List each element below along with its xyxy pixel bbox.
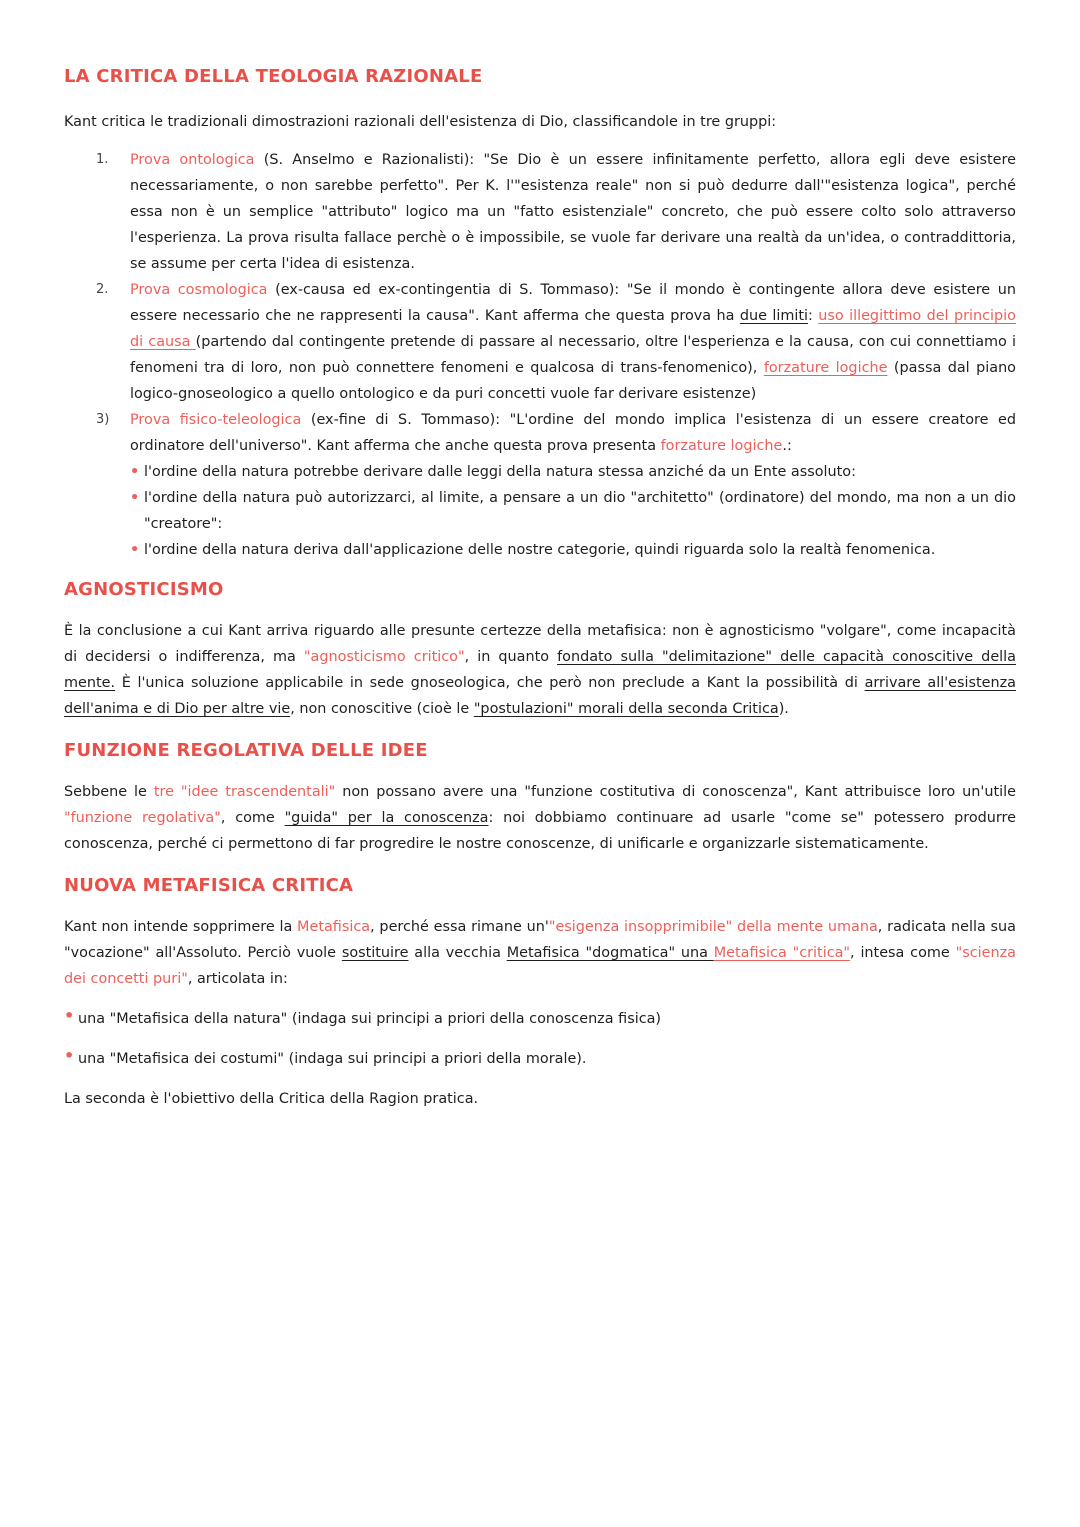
proof-ontological: [64, 147, 1016, 277]
proof-name: Prova fisico-teleologica: [130, 412, 302, 428]
document-page: [64, 66, 1016, 1112]
underlined-text: sostituire: [341, 945, 409, 961]
underlined-text: arrivare all'esistenza dell'anima e di Dio per altre vie: [64, 675, 1017, 717]
proofs-list: [64, 147, 1016, 563]
proof-text: (S. Anselmo e Razionalisti): "Se Dio è un essere infinitamente perfetto, allora egli deve esistere necessariamente, o non sarebbe perfetto". Per K. l'"esistenza reale" non si può dedurre dall'"esistenza logica", perché essa non è un semplice "attributo" logico ma un "fatto esistenziale" concreto, che può essere colto solo attraverso l'esperienza. La prova risulta fallace perchè o è impossibile, se vuole far derivare una realtà da un'idea, o contraddittoria, se assume per certa l'idea di esistenza.: [130, 152, 1016, 272]
highlight-text: tre "idee trascendentali": [153, 784, 336, 800]
proof-cosmological: [64, 277, 1016, 407]
bullet-dot-icon: •: [130, 464, 140, 480]
highlight-text: Metafisica: [297, 919, 371, 935]
metafisica-bullet: • una "Metafisica dei costumi" (indaga sui principi a priori della morale).: [64, 1046, 587, 1067]
sub-point: • l'ordine della natura potrebbe derivare dalle leggi della natura stessa anziché da un Ente assoluto:: [130, 459, 1016, 485]
list-number: 1.: [96, 152, 109, 167]
highlight-link: forzature logiche: [763, 360, 888, 376]
underlined-text: due limiti: [739, 308, 809, 324]
intro-paragraph: Kant critica le tradizionali dimostrazioni razionali dell'esistenza di Dio, classificandole in tre gruppi:: [64, 114, 777, 130]
funzione-paragraph: Sebbene le tre "idee trascendentali" non possano avere una "funzione costitutiva di conoscenza", Kant attribuisce loro un'utile "funzione regolativa", come "guida" per la conoscenza: noi dobbiamo continuare ad usarle "come se" potessero produrre conoscenza, perché ci permettono di far progredire le nostre conoscenze, di unificarle e organizzarle sistematicamente.: [64, 784, 1017, 852]
proof-text: :: [808, 308, 819, 324]
agnosticismo-paragraph: È la conclusione a cui Kant arriva riguardo alle presunte certezze della metafisica: non è agnosticismo "volgare", come incapacità di decidersi o indifferenza, ma "agnosticismo critico", in quanto fondato sulla "delimitazione" delle capacità conoscitive della mente. È l'unica soluzione applicabile in sede gnoseologica, che però non preclude a Kant la possibilità di arrivare all'esistenza dell'anima e di Dio per altre vie, non conoscitive (cioè le "postulazioni" morali della seconda Critica).: [64, 623, 1017, 717]
section-title-nuova-metafisica: NUOVA METAFISICA CRITICA: [64, 875, 354, 896]
list-number: 2.: [96, 282, 109, 297]
underlined-text: fondato sulla "delimitazione" delle capacità conoscitive della mente.: [64, 649, 1016, 691]
bullet-dot-icon: •: [130, 542, 140, 558]
highlight-text: "agnosticismo critico": [303, 649, 465, 665]
bullet-dot-icon: •: [64, 1046, 75, 1065]
list-number: 3): [96, 412, 110, 427]
proof-text: (passa dal piano logico-gnoseologico a quello ontologico e da puri concetti vuole far derivare esistenze): [130, 360, 1016, 402]
highlight-text: "scienza dei concetti puri": [64, 945, 1016, 987]
proof-text: (ex-causa ed ex-contingentia di S. Tommaso): "Se il mondo è contingente allora deve esistere un essere necessario che ne rappresenti la causa". Kant afferma che questa prova ha: [130, 282, 1016, 324]
sub-point: • l'ordine della natura deriva dall'applicazione delle nostre categorie, quindi riguarda solo la realtà fenomenica.: [130, 537, 1016, 563]
proof-text: (ex-fine di S. Tommaso): "L'ordine del mondo implica l'esistenza di un essere creatore ed ordinatore dell'universo". Kant afferma che anche questa prova presenta: [130, 412, 1016, 454]
highlight-link: uso illegittimo del principio di causa: [130, 308, 1016, 350]
highlight-text: forzature logiche: [660, 438, 783, 454]
proof-name: Prova cosmologica: [130, 282, 268, 298]
section-title-critica-teologia: LA CRITICA DELLA TEOLOGIA RAZIONALE: [64, 66, 483, 87]
proof-text: .:: [782, 438, 792, 454]
sub-point: • l'ordine della natura può autorizzarci, al limite, a pensare a un dio "architetto" (ordinatore) del mondo, ma non a un dio "creatore":: [130, 485, 1016, 537]
proof-teleological: [64, 407, 1016, 563]
underlined-text: "postulazioni" morali della seconda Critica: [473, 701, 779, 717]
metafisica-paragraph: Kant non intende sopprimere la Metafisica, perché essa rimane un'"esigenza insopprimibile" della mente umana, radicata nella sua "vocazione" all'Assoluto. Perciò vuole sostituire alla vecchia Metafisica "dogmatica" una Metafisica "critica", intesa come "scienza dei concetti puri", articolata in:: [64, 919, 1016, 987]
highlight-link: Metafisica "critica": [713, 945, 851, 961]
highlight-text: "funzione regolativa": [64, 810, 221, 826]
metafisica-bullet: • una "Metafisica della natura" (indaga sui principi a priori della conoscenza fisica): [64, 1006, 662, 1027]
underlined-text: Metafisica "dogmatica" una: [506, 945, 714, 961]
section-title-funzione-regolativa: FUNZIONE REGOLATIVA DELLE IDEE: [64, 740, 428, 761]
proof-text: (partendo dal contingente pretende di passare al necessario, oltre l'esperienza e la causa, con cui connettiamo i fenomeni tra di loro, non può connettere fenomeni e qualcosa di trans-fenomenico),: [130, 334, 1017, 376]
proof-name: Prova ontologica: [130, 152, 255, 168]
bullet-dot-icon: •: [64, 1006, 75, 1025]
closing-line: La seconda è l'obiettivo della Critica della Ragion pratica.: [64, 1091, 479, 1107]
highlight-text: "esigenza insopprimibile" della mente umana: [548, 919, 878, 935]
underlined-text: "guida" per la conoscenza: [284, 810, 489, 826]
section-title-agnosticismo: AGNOSTICISMO: [64, 579, 224, 600]
bullet-dot-icon: •: [130, 490, 140, 506]
